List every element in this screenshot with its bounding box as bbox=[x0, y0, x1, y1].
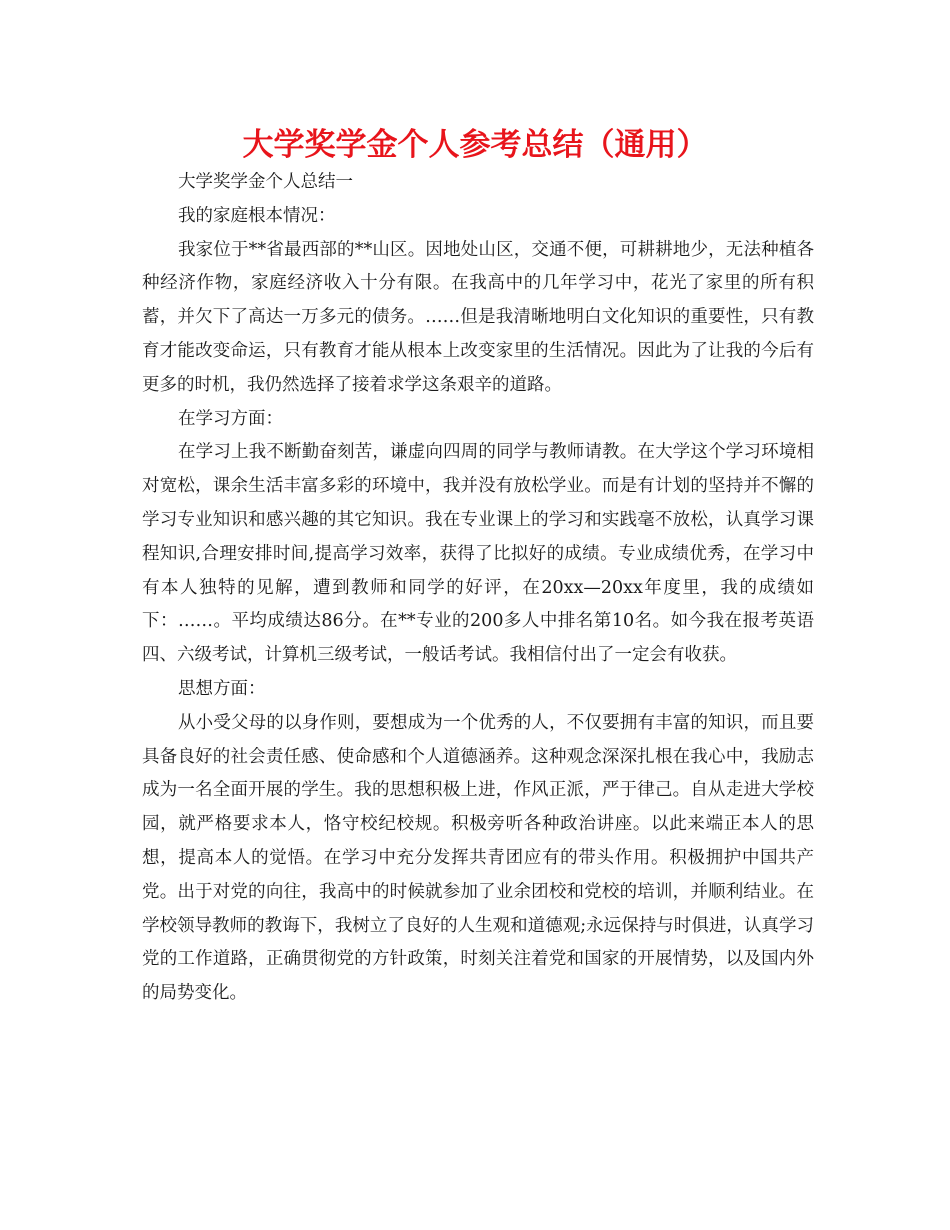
body-paragraph: 我家位于**省最西部的**山区。因地处山区，交通不便，可耕耕地少，无法种植各种经济作物，家庭经济收入十分有限。在我高中的几年学习中，花光了家里的所有积蓄，并欠下了高达一万多元的债务。……但是我清晰地明白文化知识的重要性，只有教育才能改变命运，只有教育才能从根本上改变家里的生活情况。因此为了让我的今后有更多的时机，我仍然选择了接着求学这条艰辛的道路。 bbox=[142, 239, 814, 395]
document-title: 大学奖学金个人参考总结（通用） bbox=[242, 127, 708, 163]
section-heading: 我的家庭根本情况： bbox=[178, 205, 336, 226]
section-heading: 在学习方面： bbox=[178, 408, 283, 429]
body-paragraph: 从小受父母的以身作则，要想成为一个优秀的人，不仅要拥有丰富的知识，而且要具备良好的社会责任感、使命感和个人道德涵养。这种观念深深扎根在我心中，我励志成为一名全面开展的学生。我的思想积极上进，作风正派，严于律己。自从走进大学校园，就严格要求本人，恪守校纪校规。积极旁听各种政治讲座。以此来端正本人的思想，提高本人的觉悟。在学习中充分发挥共青团应有的带头作用。积极拥护中国共产党。出于对党的向往，我高中的时候就参加了业余团校和党校的培训，并顺利结业。在学校领导教师的教诲下，我树立了良好的人生观和道德观;永远保持与时俱进，认真学习党的工作道路，正确贯彻党的方针政策，时刻关注着党和国家的开展情势，以及国内外的局势变化。 bbox=[142, 712, 814, 1004]
section-heading: 大学奖学金个人总结一 bbox=[178, 172, 353, 192]
document-body bbox=[142, 166, 814, 1011]
section-heading: 思想方面： bbox=[178, 678, 266, 699]
body-paragraph: 在学习上我不断勤奋刻苦，谦虚向四周的同学与教师请教。在大学这个学习环境相对宽松，课余生活丰富多彩的环境中，我并没有放松学业。而是有计划的坚持并不懈的学习专业知识和感兴趣的其它知识。我在专业课上的学习和实践毫不放松，认真学习课程知识,合理安排时间,提高学习效率，获得了比拟好的成绩。专业成绩优秀，在学习中有本人独特的见解，遭到教师和同学的好评，在20xx—20xx年度里，我的成绩如下：……。平均成绩达86分。在**专业的200多人中排名第10名。如今我在报考英语四、六级考试，计算机三级考试，一般话考试。我相信付出了一定会有收获。 bbox=[142, 442, 814, 666]
